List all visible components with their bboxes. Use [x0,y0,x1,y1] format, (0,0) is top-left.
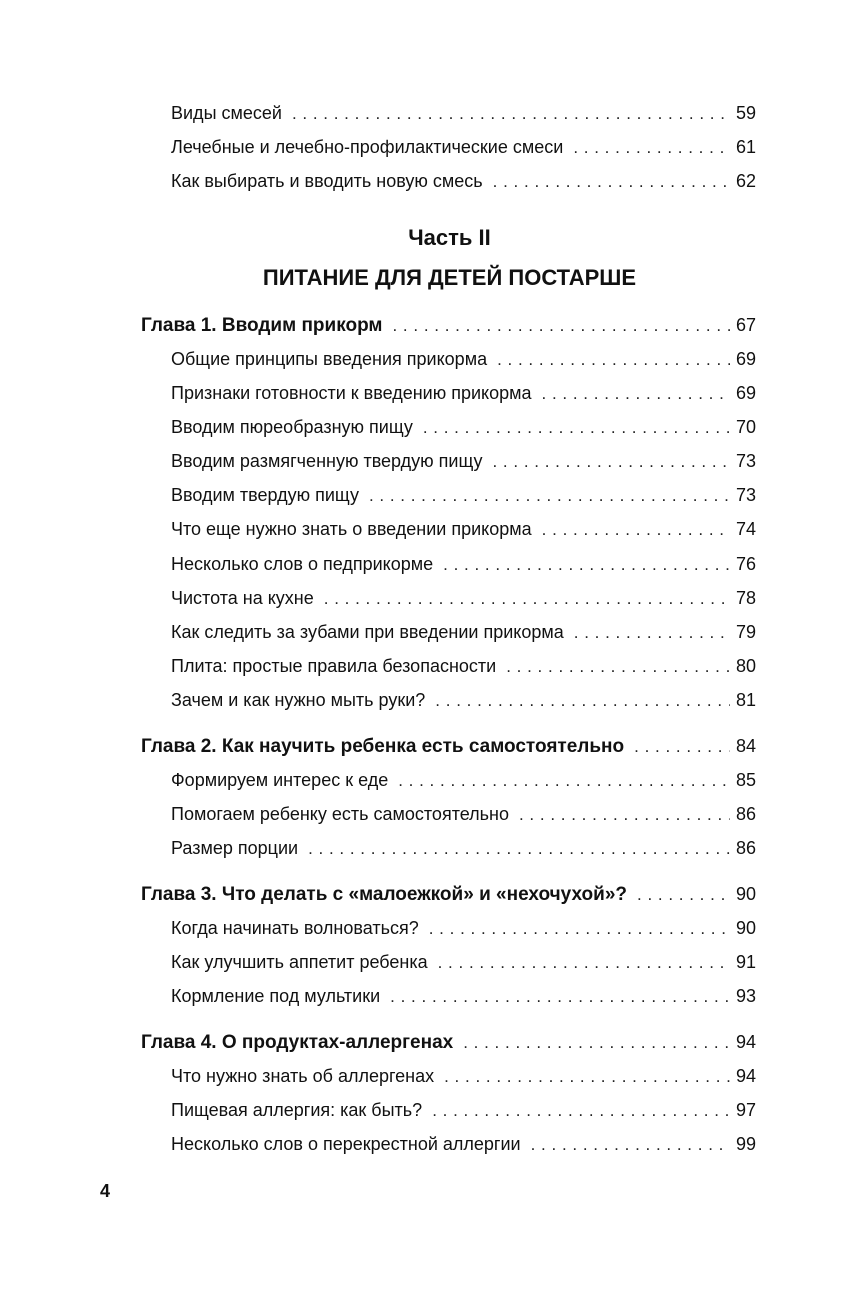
dot-leader [573,136,730,160]
toc-entry[interactable] [171,552,756,577]
toc-entry[interactable] [171,654,756,679]
dot-leader [444,1065,730,1089]
dot-leader [574,621,730,645]
toc-entry[interactable] [171,415,756,440]
dot-leader [463,1031,730,1055]
toc-entry-page: 73 [735,485,756,505]
toc-entry-label: Несколько слов о педприкорме [171,554,434,574]
toc-chapter-label: Глава 3. Что делать с «малоежкой» и «нехочухой»? [141,884,627,905]
toc-entry-page: 74 [735,519,756,539]
toc-entry[interactable] [171,169,756,194]
toc-entry-page: 69 [735,383,756,403]
part-number: Часть II [408,225,491,250]
dot-leader [637,883,730,907]
toc-entry-page: 97 [735,1100,756,1120]
dot-leader [324,587,730,611]
toc-entry[interactable] [171,381,756,406]
dot-leader [308,837,730,861]
dot-leader [398,769,730,793]
toc-entry-label: Когда начинать волноваться? [171,918,419,938]
toc-entry-page: 85 [735,770,756,790]
toc-entry-page: 70 [735,417,756,437]
dot-leader [531,1133,730,1157]
toc-chapter-label: Глава 2. Как научить ребенка есть самостоятельно [141,736,625,757]
toc-entry-page: 94 [735,1066,756,1086]
toc-chapter-page: 94 [735,1032,756,1052]
toc-entry-label: Чистота на кухне [171,588,314,608]
toc-entry-label: Плита: простые правила безопасности [171,656,497,676]
toc-entry[interactable] [171,984,756,1009]
toc-chapter[interactable] [141,882,756,907]
page-number: 4 [100,1181,111,1201]
toc-entry-label: Пищевая аллергия: как быть? [171,1100,423,1120]
dot-leader [519,803,730,827]
toc-entry[interactable] [171,768,756,793]
toc-chapter-label: Глава 1. Вводим прикорм [141,315,383,336]
dot-leader [423,416,730,440]
toc-entry[interactable] [171,620,756,645]
toc-entry-label: Несколько слов о перекрестной аллергии [171,1134,521,1154]
toc-chapter[interactable] [141,313,756,338]
toc-entry[interactable] [171,688,756,713]
toc-entry-label: Вводим твердую пищу [171,485,359,505]
toc-entry-label: Общие принципы введения прикорма [171,349,488,369]
toc-entry-page: 73 [735,451,756,471]
dot-leader [634,735,730,759]
dot-leader [429,917,730,941]
toc-entry-page: 79 [735,622,756,642]
toc-entry-label: Помогаем ребенку есть самостоятельно [171,804,509,824]
toc-entry[interactable] [171,483,756,508]
dot-leader [392,314,729,338]
toc-entry[interactable] [171,1064,756,1089]
toc-entry[interactable] [171,586,756,611]
toc-entry-page: 86 [735,804,756,824]
dot-leader [497,348,730,372]
toc-entry-label: Формируем интерес к еде [171,770,389,790]
toc-chapter-label: Глава 4. О продуктах-аллергенах [141,1032,454,1053]
toc-entry-label: Вводим размягченную твердую пищу [171,451,483,471]
toc-entry-label: Лечебные и лечебно-профилактические смеси [171,137,564,157]
dot-leader [438,951,730,975]
toc-entry-page: 99 [735,1134,756,1154]
toc-entry[interactable] [171,347,756,372]
toc-entry-label: Виды смесей [171,103,282,123]
toc-entry-page: 62 [735,171,756,191]
dot-leader [432,1099,730,1123]
toc-entry[interactable] [171,950,756,975]
toc-chapter-page: 90 [735,884,756,904]
toc-entry[interactable] [171,802,756,827]
dot-leader [506,655,730,679]
toc-entry-page: 91 [735,952,756,972]
toc-entry-label: Как улучшить аппетит ребенка [171,952,428,972]
dot-leader [390,985,730,1009]
toc-chapter[interactable] [141,734,756,759]
toc-entry-page: 61 [735,137,756,157]
toc-entry-page: 78 [735,588,756,608]
dot-leader [369,484,730,508]
toc-chapter-page: 84 [735,736,756,756]
toc-entry-label: Кормление под мультики [171,986,381,1006]
toc-entry[interactable] [171,517,756,542]
dot-leader [292,102,730,126]
toc-entry-label: Что нужно знать об аллергенах [171,1066,435,1086]
part-title: ПИТАНИЕ ДЛЯ ДЕТЕЙ ПОСТАРШЕ [262,265,637,290]
toc-entry-page: 93 [735,986,756,1006]
toc-entry[interactable] [171,101,756,126]
toc-entry-page: 90 [735,918,756,938]
toc-entry[interactable] [171,836,756,861]
toc-entry-label: Как выбирать и вводить новую смесь [171,171,483,191]
toc-entry-page: 76 [735,554,756,574]
toc-entry-page: 81 [735,690,756,710]
toc-entry-label: Размер порции [171,838,299,858]
dot-leader [542,518,730,542]
dot-leader [542,382,730,406]
dot-leader [435,689,730,713]
toc-entry[interactable] [171,135,756,160]
toc-entry[interactable] [171,449,756,474]
toc-entry[interactable] [171,1098,756,1123]
toc-entry-label: Вводим пюреобразную пищу [171,417,413,437]
toc-entry[interactable] [171,916,756,941]
toc-entry-page: 86 [735,838,756,858]
toc-entry-label: Что еще нужно знать о введении прикорма [171,519,532,539]
toc-chapter[interactable] [141,1030,756,1055]
toc-chapter-page: 67 [735,315,756,335]
dot-leader [493,170,730,194]
dot-leader [443,553,730,577]
toc-entry-label: Как следить за зубами при введении прикорма [171,622,564,642]
toc-entry-page: 69 [735,349,756,369]
dot-leader [492,450,729,474]
toc-entry-label: Зачем и как нужно мыть руки? [171,690,426,710]
toc-entry-page: 59 [735,103,756,123]
toc-entry[interactable] [171,1132,756,1157]
toc-entry-label: Признаки готовности к введению прикорма [171,383,532,403]
toc-entry-page: 80 [735,656,756,676]
